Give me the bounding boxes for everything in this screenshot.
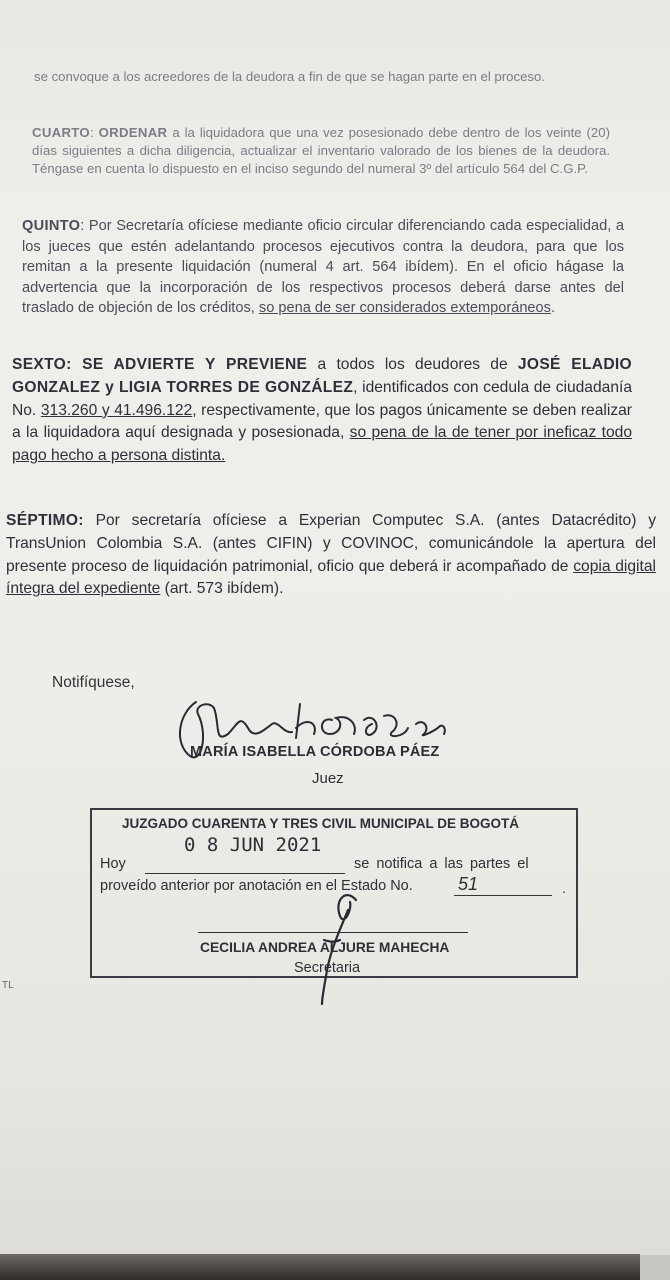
judge-role: Juez	[312, 770, 344, 787]
stamp-line-proveido: proveído anterior por anotación en el Estado No.	[100, 878, 413, 894]
paragraph-sexto: SEXTO: SE ADVIERTE Y PREVIENE a todos los deudores de JOSÉ ELADIO GONZALEZ y LIGIA TORRES DE GONZÁLEZ, identificados con cedula de ciudadanía No. 313.260 y 41.496.122, respectivamente, que los pagos únicamente se deben realizar a la liquidadora aquí designada y posesionada, so pena de la de tener por ineficaz todo pago hecho a persona distinta.	[12, 356, 633, 465]
secretary-signature	[300, 880, 380, 1010]
quinto-underlined: so pena de ser considerados extemporáneos	[258, 300, 551, 317]
septimo-label: SÉPTIMO:	[6, 512, 84, 529]
stamp-estado-number: 51	[458, 874, 479, 894]
sexto-underlined: so pena de la de tener por ineficaz todo pago hecho a persona distinta.	[12, 424, 633, 465]
stamp-title: JUZGADO CUARENTA Y TRES CIVIL MUNICIPAL DE BOGOTÁ	[122, 816, 520, 831]
debtor-names: JOSÉ ELADIO GONZALEZ y LIGIA TORRES DE GONZÁLEZ	[12, 356, 632, 396]
judge-signature	[168, 694, 508, 774]
paragraph-septimo: SÉPTIMO: Por secretaría ofíciese a Experian Computec S.A. (antes Datacrédito) y TransUnion Colombia S.A. (antes CIFIN) y COVINOC, comunicándole la apertura del presente proceso de liquidación patrimonial, oficio que deberá ir acompañado de copia digital íntegra del expediente (art. 573 ibídem).	[6, 512, 656, 598]
stamp-blank-line	[145, 873, 345, 874]
quinto-label: QUINTO	[22, 218, 81, 234]
secretary-name: CECILIA ANDREA ALJURE MAHECHA	[200, 940, 450, 955]
secretary-role: Secretaria	[294, 960, 361, 976]
paragraph-cuarto: CUARTO: ORDENAR a la liquidadora que una vez posesionado debe dentro de los veinte (20) días siguientes a dicha diligencia, actualizar el inventario valorado de los bienes de la deudora. Téngase en cuenta lo dispuesto en el inciso segundo del numeral 3º del artículo 564 del C.G.P.	[32, 125, 610, 176]
debtor-ids: 313.260 y 41.496.122	[40, 401, 193, 419]
stamp-notifica: se notifica a las partes el	[354, 856, 529, 872]
paragraph-intro: se convoque a los acreedores de la deudora a fin de que se hagan parte en el proceso.	[34, 69, 546, 84]
stamp-period: .	[562, 880, 566, 896]
margin-mark: TL	[2, 980, 14, 991]
closing-text: Notifíquese,	[52, 674, 135, 691]
cuarto-label: CUARTO	[32, 125, 90, 140]
paragraph-quinto: QUINTO: Por Secretaría ofíciese mediante oficio circular diferenciando cada especialidad, a los jueces que estén adelantando procesos ejecutivos contra la deudora, para que los remitan a la presente liquidación (numeral 4 art. 564 ibídem). En el oficio hágase la advertencia que la incorporación de los respectivos procesos deberá darse antes del traslado de objeción de los créditos, so pena de ser considerados extemporáneos.	[22, 218, 624, 317]
stamp-hoy: Hoy	[100, 856, 126, 872]
stamp-line-hoy	[100, 856, 570, 872]
sexto-label: SEXTO: SE ADVIERTE Y PREVIENE	[12, 356, 308, 373]
stamp-number-line	[454, 895, 552, 896]
page-bottom-edge	[0, 1254, 640, 1280]
cuarto-keyword: ORDENAR	[98, 125, 168, 140]
judge-name: MARÍA ISABELLA CÓRDOBA PÁEZ	[190, 744, 440, 760]
septimo-underlined: copia digital íntegra del expediente	[6, 557, 656, 598]
stamp-date: 0 8 JUN 2021	[184, 834, 322, 856]
